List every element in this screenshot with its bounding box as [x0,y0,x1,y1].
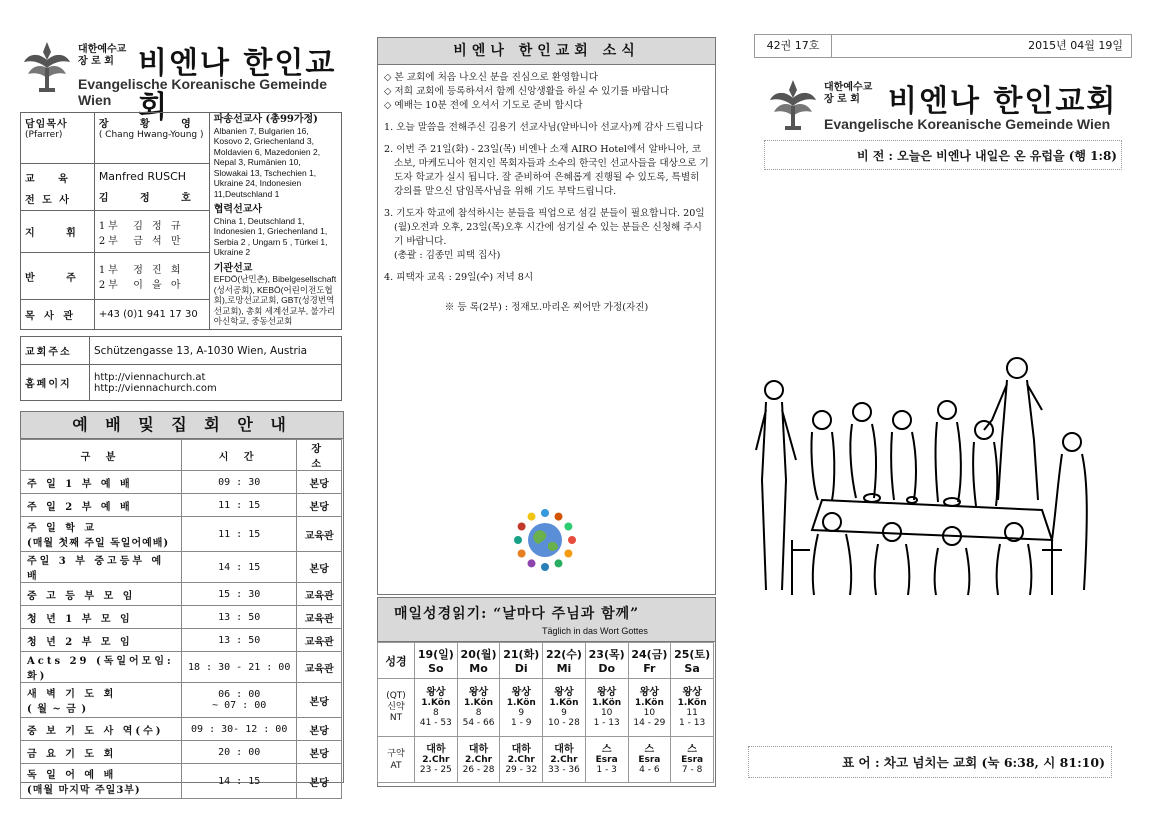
service-place: 본당 [297,552,342,583]
bible-day-de: Do [598,662,616,675]
denomination-bottom-right: 장 로 회 [824,94,860,105]
bible-row-label: 성경 [378,643,415,679]
bible-day-cell [543,643,586,679]
nt-book: 왕상 [511,686,531,698]
at-verses: 4 - 6 [639,764,660,775]
pastor-label: 담임목사 [25,119,68,130]
service-name: 중 고 등 부 모 임 [27,590,136,602]
at-verses: 26 - 28 [462,764,495,775]
bible-nt-cell [415,679,458,737]
service-row [21,764,342,799]
service-row [21,718,342,741]
edu-label-1: 교 육 [25,173,78,185]
news-item-1: 1. 오늘 말씀을 전해주신 김용기 선교사님(알바니아 선교사)께 감사 드립니다 [384,122,704,133]
at-book: 대하 [554,743,574,755]
globe-person-icon [528,513,536,521]
col-time: 시 간 [182,440,297,471]
bible-at-cell [500,737,543,783]
service-row [21,606,342,629]
bible-box [377,597,716,787]
welcome-2: ◇ 저희 교회에 등록하셔서 함께 신앙생활을 하실 수 있기를 바랍니다 [384,86,670,97]
service-name: 주 일 2 부 예 배 [27,501,133,513]
service-place: 본당 [297,494,342,517]
nt-verses: 14 - 29 [633,717,666,728]
accompanist-2: 2부 이 을 아 [98,280,184,292]
nt-verses: 54 - 66 [462,717,495,728]
nt-abbr: 1.Kön [549,697,579,708]
at-verses: 23 - 25 [419,764,452,775]
service-place: 본당 [297,471,342,494]
globe-person-icon [528,559,536,567]
conductor-2: 2부 금 석 만 [98,235,184,247]
issue-date: 2015년 04월 19일 [1028,39,1123,52]
nt-abbr: 1.Kön [677,697,707,708]
manse-phone: +43 (0)1 941 17 30 [98,308,198,320]
news-content [378,65,715,315]
bible-day-de: So [428,662,444,675]
bible-nt-cell [628,679,671,737]
service-name-note: (매월 첫째 주일 독일어예배) [27,538,170,549]
bible-date: 19(일) [417,648,454,661]
at-book: 대하 [511,743,531,755]
service-time: 11 : 15 [218,528,261,540]
welcome-1: ◇ 본 교회에 처음 나오신 분을 진심으로 환영합니다 [384,72,599,83]
service-row [21,683,342,718]
bible-day-de: Fr [643,662,656,675]
bible-date: 23(목) [588,648,625,661]
bible-date: 24(금) [631,648,668,661]
service-time: 09 : 30- 12 : 00 [191,723,288,735]
col-place: 장 소 [297,440,342,471]
globe-person-icon [564,523,572,531]
bible-day-cell [415,643,458,679]
at-abbr: 2.Chr [507,754,535,765]
church-subtitle-right: Evangelische Koreanische Gemeinde Wien [824,116,1111,132]
bible-title: 매일성경읽기: “날마다 주님과 함께” [394,606,640,622]
globe-person-icon [564,550,572,558]
nt-book: 왕상 [468,686,489,698]
news-box [377,37,716,595]
news-item-2: 2. 이번 주 21일(화) - 23일(목) 비엔나 소재 AIRO Hotel에서 알바니아, 코소보, 마케도니아 현지인 목회자들과 소수의 한국인 선교사들을 대상으로 기도자 학교가 실시 됩니다. 잘 준비하여 은혜롭게 진행될 수 있도록, 특별히 강의를 맡으신 담임목사님을 위해 기도 부탁드립니다. [384,144,709,197]
bible-subtitle: Täglich in das Wort Gottes [542,626,648,636]
bible-nt-cell [585,679,628,737]
at-book: 스 [644,743,655,755]
nt-chapter: 10 [643,707,656,718]
address-label: 교회주소 [25,347,72,358]
vision: 비 전 : 오늘은 비엔나 내일은 온 유럽을 (행 1:8) [764,140,1122,170]
news-title: 비엔나 한인교회 소식 [378,38,715,65]
org-missions-text: EFDÖ(난민촌), Bibelgesellschaft (성서공회), KEBÖ(어린이전도협회),로망선교교회, GBT(성경번역선교회), 총회 세계선교부, 불가리아신학교, 중동선교회 [213,274,337,326]
nt-label: (QT) 신약 NT [378,679,415,737]
service-name: 새 벽 기 도 회 [27,689,117,700]
news-item-3: 3. 기도자 학교에 참석하시는 분들을 픽업으로 섬길 분들이 필요합니다. 20일(월)오전과 오후, 23일(목)오후 시간에 섬기실 수 있는 분들은 신청해 주시기 바랍니다. [384,208,705,247]
service-row [21,741,342,764]
service-time: 09 : 30 [218,476,261,488]
bible-nt-cell [457,679,500,737]
staff-table [20,112,342,330]
bible-table [377,642,714,783]
sent-missionaries-title: 파송선교사 (총99가정) [213,114,318,125]
nt-chapter: 8 [432,707,439,718]
bible-day-cell [628,643,671,679]
bible-day-de: Di [514,662,528,675]
service-name: 중 보 기 도 사 역(수) [27,725,164,737]
services-rows [21,471,342,799]
bible-date: 25(토) [674,648,711,661]
nt-book: 왕상 [554,686,574,698]
nt-verses: 1 - 9 [511,717,532,728]
org-missions-title: 기관선교 [213,262,253,274]
service-name: Acts 29 (독일어모임:화) [27,656,174,682]
address-value: Schützengasse 13, A-1030 Wien, Austria [94,344,308,357]
service-time-end: ~ 07 : 00 [212,700,267,711]
service-row [21,629,342,652]
service-time: 14 : 15 [218,561,261,573]
at-label: 구약 AT [378,737,415,783]
bible-at-cell [628,737,671,783]
service-place: 교육관 [297,606,342,629]
service-row [21,494,342,517]
at-book: 스 [601,743,612,755]
service-time: 15 : 30 [218,588,261,600]
news-item-4: 4. 피택자 교육 : 29일(수) 저녁 8시 [384,272,534,283]
volume: 42권 17호 [755,35,832,57]
at-book: 대하 [468,743,489,755]
nt-verses: 10 - 28 [548,717,580,728]
service-name-note: (매월 마지막 주일3부) [27,785,141,796]
bible-day-cell [671,643,714,679]
conductor-1: 1부 김 정 규 [98,220,184,232]
registration: ※ 등 록(2부) : 정재모.마리온 찌어만 가정(자진) [444,302,649,313]
service-name: 청 년 2 부 모 임 [27,636,133,648]
globe-person-icon [518,523,526,531]
globe-person-icon [541,509,549,517]
pastor-name-roman: ( Chang Hwang-Young ) [98,130,204,140]
nt-verses: 1 - 13 [679,717,706,728]
at-abbr: 2.Chr [550,754,578,765]
service-name-note: ( 월 ~ 금 ) [27,704,88,715]
globe-person-icon [541,563,549,571]
service-place: 교육관 [297,652,342,683]
at-book: 스 [687,743,697,755]
at-verses: 7 - 8 [681,764,703,775]
edu-value-2: 김 정 호 [98,192,205,204]
service-time: 13 : 50 [218,611,261,623]
service-place: 교육관 [297,629,342,652]
at-verses: 29 - 32 [505,764,538,775]
service-name: 주일 3 부 중고등부 예배 [27,556,165,582]
at-book: 대하 [426,743,446,755]
bible-day-cell [457,643,500,679]
nt-book: 왕상 [639,686,660,698]
bible-day-de: Mi [556,662,572,675]
bible-date: 22(수) [545,648,582,661]
service-place: 교육관 [297,517,342,552]
church-subtitle: Evangelische Koreanische Gemeinde Wien [78,76,327,108]
bible-nt-cell [500,679,543,737]
pastor-name: 장 황 영 [98,119,205,130]
edu-label-2: 전 도 사 [25,194,71,206]
bible-at-cell [415,737,458,783]
bible-date: 20(월) [460,648,497,661]
motto: 표 어 : 차고 넘치는 교회 (눅 6:38, 시 81:10) [748,746,1112,778]
service-time: 13 : 50 [218,634,261,646]
globe-person-icon [555,513,563,521]
service-time: 20 : 00 [218,746,261,758]
bible-date: 21(화) [503,648,540,661]
accompanist-1: 1부 정 진 희 [98,265,184,277]
pastor-label-de: (Pfarrer) [25,130,63,140]
nt-abbr: 1.Kön [506,697,536,708]
nt-book: 왕상 [682,686,702,698]
service-place: 교육관 [297,583,342,606]
denomination-bottom: 장 로 회 [78,56,114,67]
at-abbr: 2.Chr [422,754,450,765]
nt-chapter: 10 [600,707,613,718]
services-title: 예 배 및 집 회 안 내 [21,412,343,439]
bible-nt-cell [543,679,586,737]
conductor-label: 지 휘 [25,228,90,240]
contact-table [20,336,342,401]
denomination-top-right: 대한예수교 [824,82,873,93]
globe-people-icon [510,504,580,574]
nt-book: 왕상 [426,686,446,698]
homepage-link-2[interactable]: http://viennachurch.com [94,382,217,394]
globe-person-icon [518,550,526,558]
welcome-3: ◇ 예배는 10분 전에 오셔서 기도로 준비 합시다 [384,100,583,111]
bible-day-de: Sa [684,662,700,675]
service-name: 독 일 어 예 배 [27,770,117,781]
col-name: 구 분 [21,440,182,471]
bible-nt-cell [671,679,714,737]
service-place: 본당 [297,764,342,799]
service-time: 14 : 15 [218,775,261,787]
sent-missionaries-text: Albanien 7, Bulgarien 16, Kosovo 2, Griechenland 3, Moldavien 6, Mazedonien 2, Nepal 3, Rumänien 10, Slowakai 13, Tschechien 1, Ukraine 24, Indonesien 11,Deutschland 1 [213,125,321,199]
right-logo [766,76,1126,140]
at-abbr: Esra [681,754,704,765]
denomination-top: 대한예수교 [78,44,127,55]
service-place: 본당 [297,683,342,718]
church-name: 비엔나 한인교회 [138,46,337,125]
service-name: 주 일 1 부 예 배 [27,478,133,490]
nt-abbr: 1.Kön [634,697,664,708]
coop-missionaries-text: China 1, Deutschland 1, Indonesien 1, Griechenland 1, Serbia 2 , Ungarn 5 , Türkei 1, Ukraine 2 [213,215,328,257]
nt-chapter: 9 [518,707,525,718]
nt-abbr: 1.Kön [592,697,622,708]
nt-verses: 41 - 53 [419,717,452,728]
church-logo-icon-right [766,76,820,134]
at-abbr: Esra [638,754,661,765]
globe-person-icon [555,559,563,567]
nt-chapter: 8 [475,707,482,718]
globe-person-icon [514,536,522,544]
bible-day-cell [585,643,628,679]
accompanist-label: 반 주 [25,272,90,284]
homepage-link-1[interactable]: http://viennachurch.at [94,371,206,383]
service-name: 청 년 1 부 모 임 [27,613,133,625]
bible-at-cell [543,737,586,783]
at-verses: 1 - 3 [596,764,617,775]
service-name: 주 일 학 교 [27,523,98,534]
bible-at-cell [457,737,500,783]
service-row [21,583,342,606]
news-item-3-note: (총괄 : 김종민 피택 집사) [394,250,501,261]
service-name: 금 요 기 도 회 [27,748,117,760]
nt-book: 왕상 [597,686,617,698]
homepage-label: 홈페이지 [25,379,72,390]
service-time: 06 : 00 [218,689,261,700]
coop-missionaries-title: 협력선교사 [213,204,263,215]
church-logo-icon [20,38,74,96]
service-time: 18 : 30 - 21 : 00 [188,661,291,673]
bible-header [378,598,715,642]
services-box [20,411,344,796]
nt-chapter: 11 [686,707,698,718]
service-row [21,552,342,583]
service-row [21,652,342,683]
edu-value-1: Manfred RUSCH [98,169,187,183]
nt-abbr: 1.Kön [464,697,494,708]
service-place: 본당 [297,741,342,764]
nt-chapter: 9 [561,707,567,718]
services-table [20,439,342,799]
service-time: 11 : 15 [218,499,261,511]
church-name-right: 비엔나 한인교회 [888,84,1118,119]
issue-bar [754,34,1132,58]
nt-abbr: 1.Kön [421,697,451,708]
globe-person-icon [568,536,576,544]
last-supper-illustration [752,350,1092,600]
service-row [21,471,342,494]
nt-verses: 1 - 13 [593,717,620,728]
manse-label: 목 사 관 [25,310,76,322]
at-verses: 33 - 36 [548,764,580,775]
at-abbr: Esra [595,754,618,765]
at-abbr: 2.Chr [464,754,493,765]
bible-day-cell [500,643,543,679]
bible-at-cell [671,737,714,783]
bible-day-de: Mo [469,662,488,675]
service-place: 본당 [297,718,342,741]
bible-at-cell [585,737,628,783]
service-row [21,517,342,552]
